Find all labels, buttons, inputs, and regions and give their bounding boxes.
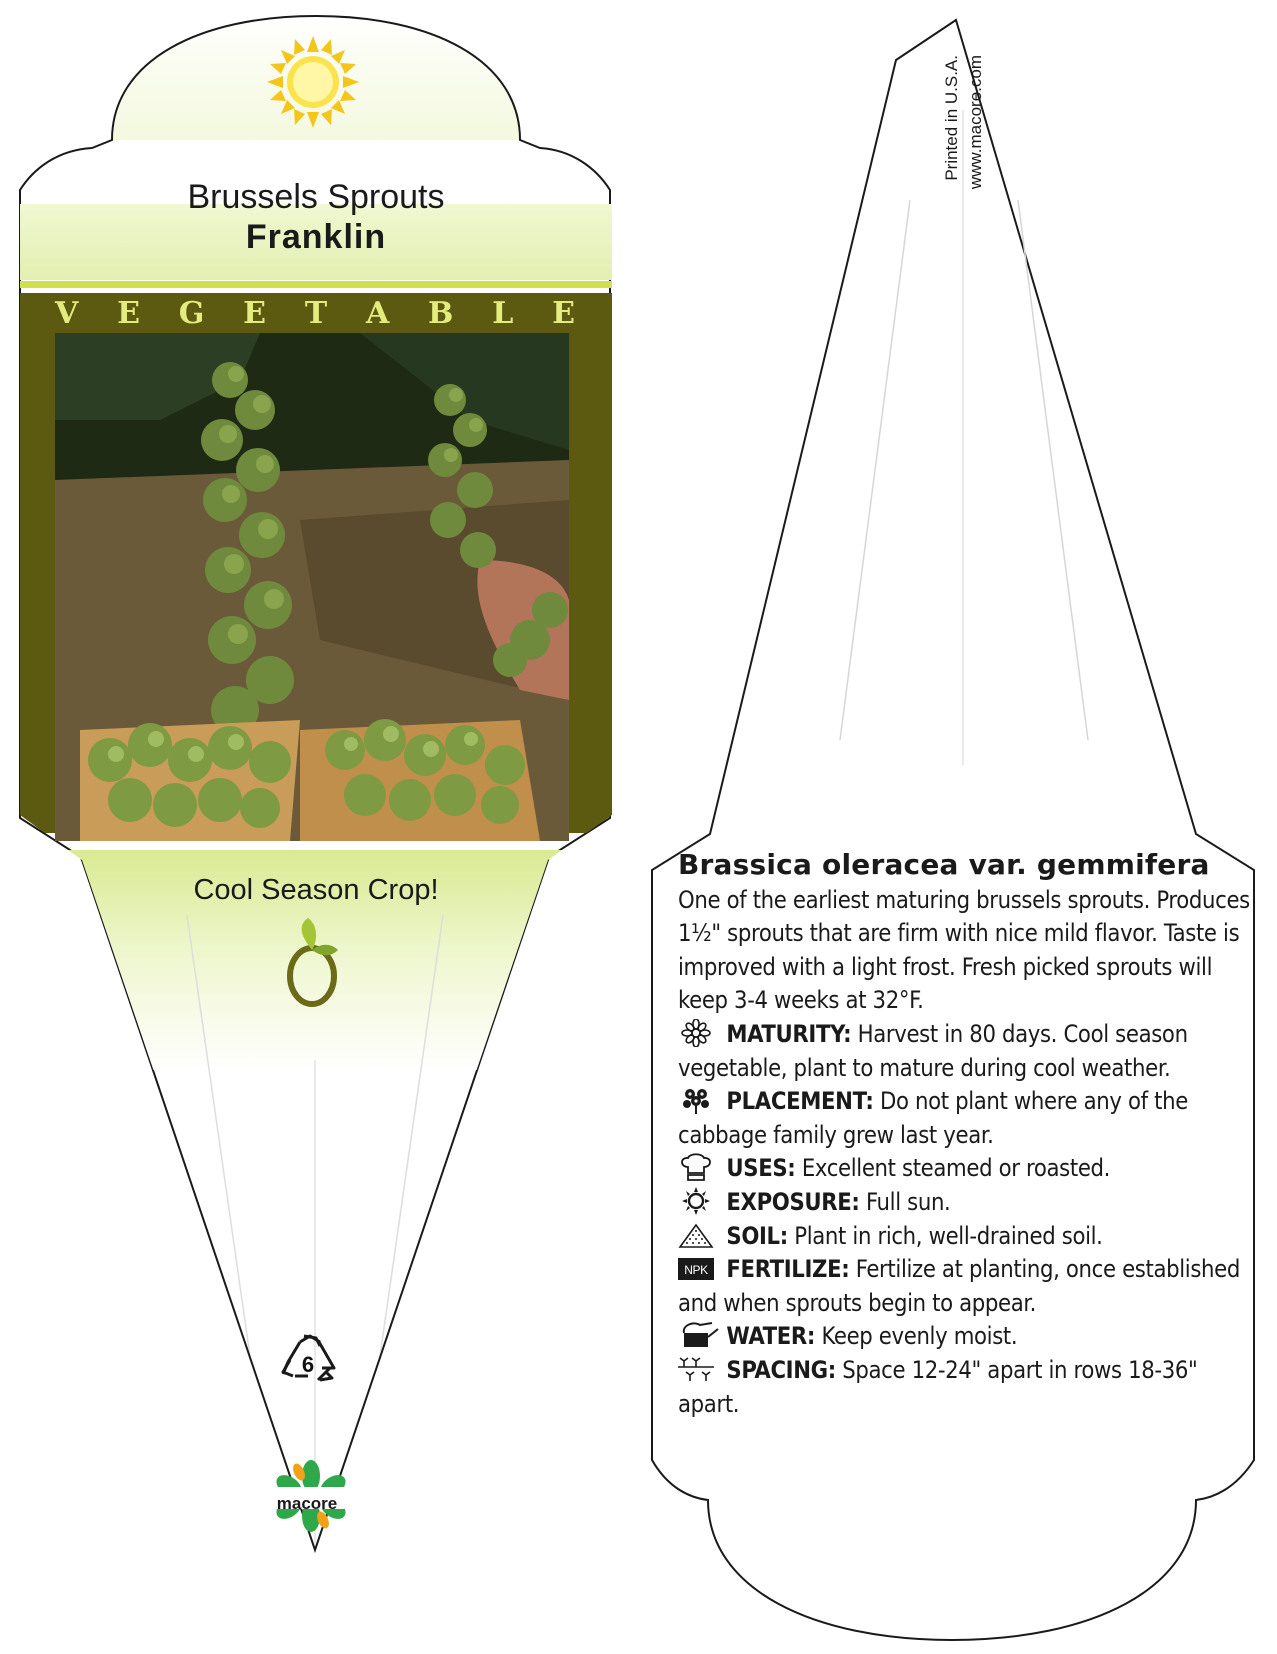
- category-letter: T: [304, 296, 328, 331]
- variety-name: Franklin: [245, 218, 387, 256]
- website: www.macore.com: [966, 55, 985, 190]
- watering-can-icon: [678, 1321, 720, 1349]
- info-maturity: [678, 1018, 1253, 1085]
- label-spacing: SPACING:: [726, 1355, 836, 1384]
- label-uses: USES:: [726, 1154, 796, 1183]
- label-maturity: MATURITY:: [726, 1019, 852, 1048]
- tagline: Cool Season Crop!: [193, 874, 439, 906]
- print-info: [940, 55, 1000, 235]
- info-fertilize: [678, 1253, 1253, 1320]
- text-spacing: Space 12-24" apart in rows 18-36" apart.: [678, 1355, 1198, 1418]
- info-placement: [678, 1085, 1253, 1152]
- category-letter: A: [365, 296, 390, 331]
- info-spacing: [678, 1354, 1253, 1421]
- info-water: [678, 1320, 1253, 1354]
- brussels-sprouts-photo: [55, 333, 569, 841]
- plant-info: [678, 848, 1253, 1421]
- category-letter: E: [243, 296, 267, 331]
- flower-cluster-icon: [678, 1086, 720, 1114]
- chef-hat-icon: [678, 1153, 720, 1181]
- label-fertilize: FERTILIZE:: [726, 1255, 850, 1284]
- category-letter: E: [552, 296, 575, 331]
- npk-text: NPK: [684, 1263, 708, 1278]
- sun-icon: [678, 1187, 720, 1215]
- category-letter: G: [178, 296, 205, 331]
- label-water: WATER:: [726, 1322, 816, 1351]
- text-uses: Excellent steamed or roasted.: [801, 1154, 1111, 1183]
- npk-icon: [678, 1254, 720, 1282]
- text-placement: Do not plant where any of the cabbage family grew last year.: [678, 1087, 1188, 1149]
- info-exposure: [678, 1186, 1253, 1220]
- category-letter: L: [492, 296, 514, 331]
- category-letter: E: [117, 296, 140, 331]
- category-letter: V: [55, 296, 79, 331]
- text-exposure: Full sun.: [865, 1187, 951, 1216]
- common-name: Brussels Sprouts: [187, 178, 445, 216]
- printed-in: Printed in U.S.A.: [942, 55, 961, 181]
- text-water: Keep evenly moist.: [821, 1322, 1018, 1351]
- brand-name: macore: [276, 1494, 338, 1513]
- recycle-number: 6: [301, 1352, 315, 1377]
- category-letter: B: [428, 296, 454, 331]
- soil-icon: [678, 1221, 720, 1249]
- text-soil: Plant in rich, well-drained soil.: [794, 1221, 1103, 1250]
- category-label: [55, 296, 575, 331]
- flower-icon: [678, 1019, 720, 1047]
- seedlings-icon: [678, 1355, 720, 1383]
- info-soil: [678, 1220, 1253, 1254]
- label-soil: SOIL:: [726, 1221, 788, 1250]
- text-maturity: Harvest in 80 days. Cool season vegetable, plant to mature during cool weather.: [678, 1019, 1188, 1082]
- info-uses: [678, 1152, 1253, 1186]
- text-fertilize: Fertilize at planting, once established and when sprouts begin to appear.: [678, 1255, 1241, 1317]
- description: One of the earliest maturing brussels sprouts. Produces 1½" sprouts that are firm with nice mild flavor. Taste is improved with a light frost. Fresh picked sprouts will keep 3-4 weeks at 32°F.: [678, 885, 1250, 1015]
- label-placement: PLACEMENT:: [726, 1087, 874, 1116]
- botanical-name: Brassica oleracea var. gemmifera: [678, 848, 1210, 881]
- label-exposure: EXPOSURE:: [726, 1187, 860, 1216]
